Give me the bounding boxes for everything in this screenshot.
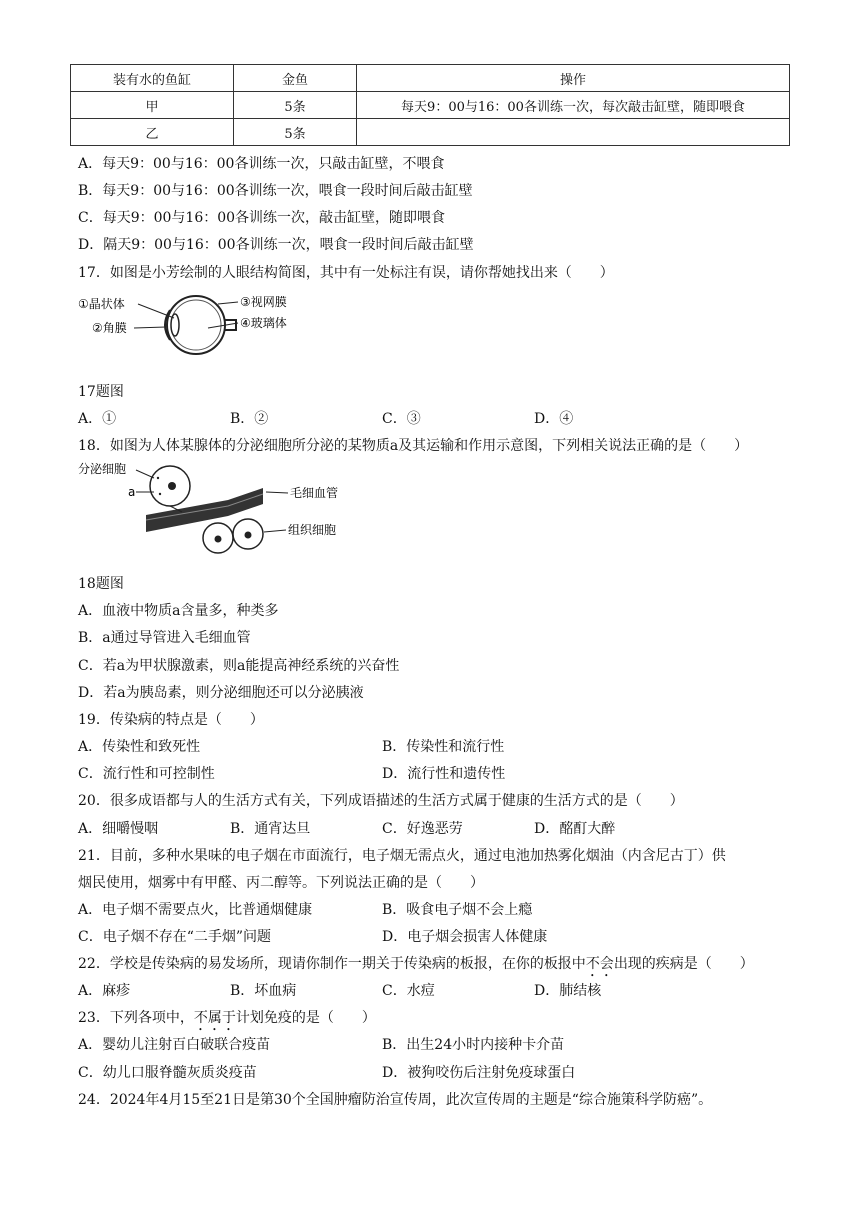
- eye-label-4: ④玻璃体: [240, 316, 287, 330]
- gland-label-secretory: 分泌细胞: [78, 462, 127, 476]
- table-row: [71, 119, 790, 146]
- q23-option-d: D．被狗咬伤后注射免疫球蛋白: [382, 1065, 576, 1081]
- q18-option-d: D．若a为胰岛素，则分泌细胞还可以分泌胰液: [78, 685, 364, 701]
- q21-option-a: A．电子烟不需要点火，比普通烟健康: [78, 902, 313, 918]
- gland-label-capillary: 毛细血管: [290, 486, 339, 500]
- q16-option-c: C．每天9：00与16：00各训练一次，敲击缸壁，随即喂食: [78, 210, 446, 226]
- q20-option-c: C．好逸恶劳: [382, 821, 463, 837]
- gland-label-tissue: 组织细胞: [288, 523, 337, 537]
- q18-stem: 18．如图为人体某腺体的分泌细胞所分泌的某物质a及其运输和作用示意图，下列相关说法正确的是（ ）: [78, 438, 749, 454]
- q18-option-c: C．若a为甲状腺激素，则a能提高神经系统的兴奋性: [78, 658, 400, 674]
- q19-option-c: C．流行性和可控制性: [78, 766, 215, 782]
- q21-stem-line2: 烟民使用，烟雾中有甲醛、丙二醇等。下列说法正确的是（ ）: [78, 875, 484, 891]
- gland-diagram: [78, 460, 368, 558]
- q18-option-a: A．血液中物质a含量多，种类多: [78, 603, 279, 619]
- gland-label-a: a: [128, 485, 136, 499]
- q20-stem: 20．很多成语都与人的生活方式有关，下列成语描述的生活方式属于健康的生活方式的是（ ）: [78, 793, 684, 809]
- q17-option-b: B．②: [230, 411, 269, 427]
- table-cell: [357, 119, 790, 146]
- eye-diagram: [78, 290, 308, 360]
- q16-option-b: B．每天9：00与16：00各训练一次，喂食一段时间后敲击缸壁: [78, 183, 473, 199]
- q22-option-c: C．水痘: [382, 983, 435, 999]
- q23-option-c: C．幼儿口服脊髓灰质炎疫苗: [78, 1065, 257, 1081]
- q22-stem-emphasis: 不会: [585, 956, 614, 972]
- q18-caption: 18题图: [78, 576, 124, 592]
- q17-options: [78, 408, 778, 428]
- q22-stem: [78, 953, 754, 980]
- q20-options: [78, 818, 778, 838]
- table-cell: 5条: [234, 92, 357, 119]
- q19-option-d: D．流行性和遗传性: [382, 766, 506, 782]
- table-cell: 乙: [71, 119, 234, 146]
- q19-option-a: A．传染性和致死性: [78, 739, 201, 755]
- q22-stem-pre: 22．学校是传染病的易发场所，现请你制作一期关于传染病的板报，在你的板报中: [78, 956, 586, 972]
- experiment-table: [70, 64, 790, 146]
- q22-option-d: D．肺结核: [534, 983, 602, 999]
- q23-stem-emphasis: 不属于: [193, 1010, 236, 1026]
- q17-stem: 17．如图是小芳绘制的人眼结构简图，其中有一处标注有误，请你帮她找出来（ ）: [78, 265, 614, 281]
- q21-option-b: B．吸食电子烟不会上瘾: [382, 902, 533, 918]
- table-header-cell: 操作: [357, 65, 790, 92]
- q23-stem-post: 计划免疫的是（ ）: [235, 1010, 376, 1026]
- q22-options: [78, 980, 778, 1000]
- q17-option-d: D．④: [534, 411, 574, 427]
- q19-option-b: B．传染性和流行性: [382, 739, 505, 755]
- q18-option-b: B．a通过导管进入毛细血管: [78, 630, 251, 646]
- table-cell: 甲: [71, 92, 234, 119]
- q21-stem-line1: 21．目前，多种水果味的电子烟在市面流行，电子烟无需点火，通过电池加热雾化烟油（内含尼古丁）供: [78, 848, 726, 864]
- q16-option-d: D．隔天9：00与16：00各训练一次，喂食一段时间后敲击缸壁: [78, 237, 474, 253]
- q16-option-a: A．每天9：00与16：00各训练一次，只敲击缸壁，不喂食: [78, 156, 445, 172]
- q23-stem: [78, 1007, 376, 1034]
- q22-stem-post: 出现的疾病是（ ）: [613, 956, 754, 972]
- q22-option-a: A．麻疹: [78, 983, 131, 999]
- q20-option-b: B．通宵达旦: [230, 821, 311, 837]
- table-cell: 5条: [234, 119, 357, 146]
- q23-option-a: A．婴幼儿注射百白破联合疫苗: [78, 1037, 271, 1053]
- eye-label-3: ③视网膜: [240, 295, 287, 309]
- table-header-cell: 装有水的鱼缸: [71, 65, 234, 92]
- q23-stem-pre: 23．下列各项中，: [78, 1010, 194, 1026]
- q24-stem: 24．2024年4月15至21日是第30个全国肿瘤防治宣传周，此次宣传周的主题是“综合施策科学防癌”。: [78, 1092, 713, 1108]
- q17-caption: 17题图: [78, 384, 124, 400]
- q21-option-c: C．电子烟不存在“二手烟”问题: [78, 929, 272, 945]
- q19-stem: 19．传染病的特点是（ ）: [78, 712, 264, 728]
- q20-option-d: D．酩酊大醉: [534, 821, 616, 837]
- q23-option-b: B．出生24小时内接种卡介苗: [382, 1037, 565, 1053]
- table-header-cell: 金鱼: [234, 65, 357, 92]
- eye-label-2: ②角膜: [92, 321, 127, 335]
- q17-option-c: C．③: [382, 411, 421, 427]
- q17-option-a: A．①: [78, 411, 117, 427]
- q22-option-b: B．坏血病: [230, 983, 297, 999]
- q20-option-a: A．细嚼慢咽: [78, 821, 159, 837]
- table-header-row: [71, 65, 790, 92]
- q21-option-d: D．电子烟会损害人体健康: [382, 929, 548, 945]
- eye-label-1: ①晶状体: [78, 297, 125, 311]
- table-row: [71, 92, 790, 119]
- table-cell: 每天9：00与16：00各训练一次，每次敲击缸壁，随即喂食: [357, 92, 790, 119]
